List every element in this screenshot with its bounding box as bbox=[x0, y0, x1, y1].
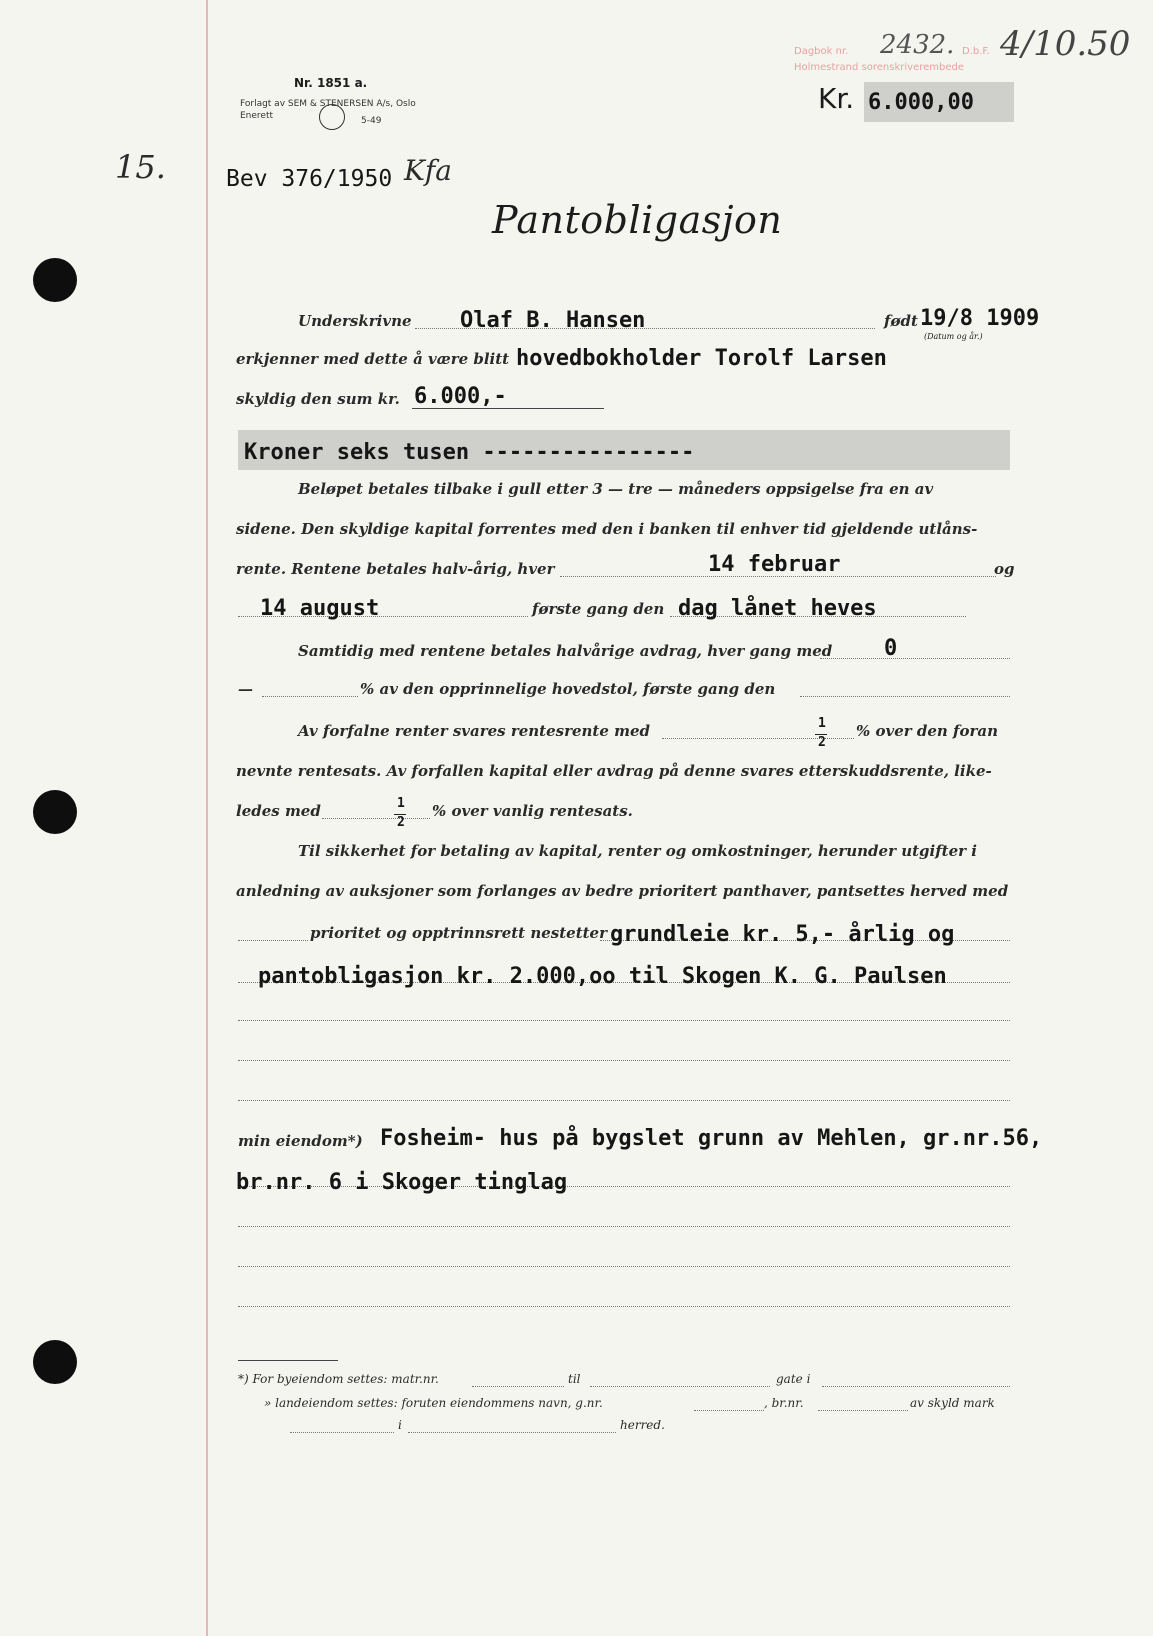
blank-line bbox=[238, 1226, 1010, 1227]
footnote-line-1c: gate i bbox=[776, 1372, 811, 1386]
property-line-1: Fosheim- hus på bygslet grunn av Mehlen, gr.nr.56, bbox=[380, 1126, 1043, 1151]
terms-line-1: Beløpet betales tilbake i gull etter 3 — tre — måneders oppsigelse fra en av bbox=[298, 480, 934, 498]
blank-line bbox=[238, 1100, 1010, 1101]
security-line-2: anledning av auksjoner som forlanges av bedre prioritert panthaver, pantsettes herved med bbox=[236, 882, 1009, 900]
percent-line-dots bbox=[800, 696, 1010, 697]
print-code: 5-49 bbox=[361, 116, 382, 126]
footnote-dots bbox=[590, 1386, 770, 1387]
ledes-label: ledes med bbox=[236, 802, 321, 820]
overdue-suffix: % over den foran bbox=[856, 722, 999, 740]
born-label: født bbox=[884, 312, 918, 330]
born-hint: (Datum og år.) bbox=[924, 332, 983, 341]
footnote-dots bbox=[818, 1410, 908, 1411]
amount-value: 6.000,00 bbox=[868, 90, 974, 115]
footnote-dots bbox=[472, 1386, 564, 1387]
punch-hole bbox=[33, 1340, 77, 1384]
footnote-line-3b: herred. bbox=[620, 1418, 665, 1432]
initials: Kfa bbox=[404, 154, 452, 187]
property-line-2: br.nr. 6 i Skoger tinglag bbox=[236, 1170, 568, 1195]
debtor-name: Olaf B. Hansen bbox=[460, 308, 646, 333]
percent-dots bbox=[262, 696, 358, 697]
ledes-fraction-den: 2 bbox=[397, 815, 405, 830]
footnote-line-2b: , br.nr. bbox=[764, 1396, 804, 1410]
dagbok-label: Dagbok nr. bbox=[794, 46, 849, 57]
document-title: Pantobligasjon bbox=[492, 198, 783, 242]
footnote-dots bbox=[290, 1432, 394, 1433]
sum-label: skyldig den sum kr. bbox=[236, 390, 400, 408]
footnote-line-2c: av skyld mark bbox=[910, 1396, 995, 1410]
percent-line: % av den opprinnelige hovedstol, første gang den bbox=[360, 680, 776, 698]
footnote-line-3a: i bbox=[398, 1418, 402, 1432]
interest-date-1: 14 februar bbox=[708, 552, 841, 577]
footnote-dots bbox=[408, 1432, 616, 1433]
amount-in-words: Kroner seks tusen ---------------- bbox=[244, 440, 695, 465]
og-label: og bbox=[994, 560, 1015, 578]
footnote-line-2a: » landeiendom settes: foruten eiendommens navn, g.nr. bbox=[264, 1396, 603, 1410]
publisher-enerett: Enerett bbox=[240, 111, 274, 121]
property-label: min eiendom*) bbox=[238, 1132, 363, 1150]
priority-value-2: pantobligasjon kr. 2.000,oo til Skogen K. G. Paulsen bbox=[258, 964, 947, 989]
priority-lead-dots bbox=[238, 940, 308, 941]
creditor-name: hovedbokholder Torolf Larsen bbox=[516, 346, 887, 371]
blank-line bbox=[238, 1266, 1010, 1267]
first-time-label: første gang den bbox=[532, 600, 665, 618]
punch-hole bbox=[33, 790, 77, 834]
ledes-suffix: % over vanlig rentesats. bbox=[432, 802, 633, 820]
footnote-dots bbox=[822, 1386, 1010, 1387]
reference-number: Bev 376/1950 bbox=[226, 166, 393, 192]
dash: — bbox=[238, 680, 253, 698]
office-stamp: Holmestrand sorenskriverembede bbox=[794, 62, 964, 73]
sum-value: 6.000,- bbox=[414, 384, 507, 409]
creditor-label: erkjenner med dette å være blitt bbox=[236, 350, 510, 368]
security-line-1: Til sikkerhet for betaling av kapital, renter og omkostninger, herunder utgifter i bbox=[298, 842, 977, 860]
priority-label: prioritet og opptrinnsrett nestetter bbox=[310, 924, 607, 942]
installment-dots bbox=[820, 658, 1010, 659]
footnote-line-1a: *) For byeiendom settes: matr.nr. bbox=[238, 1372, 439, 1386]
overdue-fraction-den: 2 bbox=[818, 735, 826, 750]
amount-label: Kr. bbox=[818, 82, 855, 115]
priority-value-1: grundleie kr. 5,- årlig og bbox=[610, 922, 955, 947]
publisher-seal-icon bbox=[319, 104, 345, 130]
terms-line-3: rente. Rentene betales halv-årig, hver bbox=[236, 560, 555, 578]
rate-line: nevnte rentesats. Av forfallen kapital eller avdrag på denne svares etterskuddsrente, like- bbox=[236, 762, 992, 780]
first-time-value: dag lånet heves bbox=[678, 596, 877, 621]
dagbok-number: 2432. bbox=[880, 30, 955, 60]
publisher-line: Forlagt av SEM & STENERSEN A/s, Oslo bbox=[240, 99, 416, 109]
form-number: Nr. 1851 a. bbox=[294, 76, 368, 90]
footnote-line-1b: til bbox=[568, 1372, 581, 1386]
terms-line-2: sidene. Den skyldige kapital forrentes med den i banken til enhver tid gjeldende utlåns- bbox=[236, 520, 978, 538]
ledes-fraction-num: 1 bbox=[397, 796, 405, 811]
margin-note: 15. bbox=[115, 148, 166, 186]
debtor-label: Underskrivne bbox=[298, 312, 412, 330]
footnote-dots bbox=[694, 1410, 764, 1411]
margin-line bbox=[206, 0, 208, 1636]
blank-line bbox=[238, 1060, 1010, 1061]
punch-hole bbox=[33, 258, 77, 302]
born-date: 19/8 1909 bbox=[920, 306, 1040, 331]
interest-date-2: 14 august bbox=[260, 596, 380, 621]
ledes-dots bbox=[322, 818, 430, 819]
overdue-label: Av forfalne renter svares rentesrente med bbox=[298, 722, 651, 740]
stamp-date: 4/10.50 bbox=[1000, 24, 1131, 64]
blank-line bbox=[238, 1020, 1010, 1021]
installment-label: Samtidig med rentene betales halvårige avdrag, hver gang med bbox=[298, 642, 833, 660]
blank-line bbox=[238, 1306, 1010, 1307]
installment-value: 0 bbox=[884, 636, 898, 661]
footnote-rule bbox=[238, 1360, 338, 1361]
overdue-fraction-num: 1 bbox=[818, 716, 826, 731]
dbf-label: D.b.F. bbox=[962, 46, 990, 57]
